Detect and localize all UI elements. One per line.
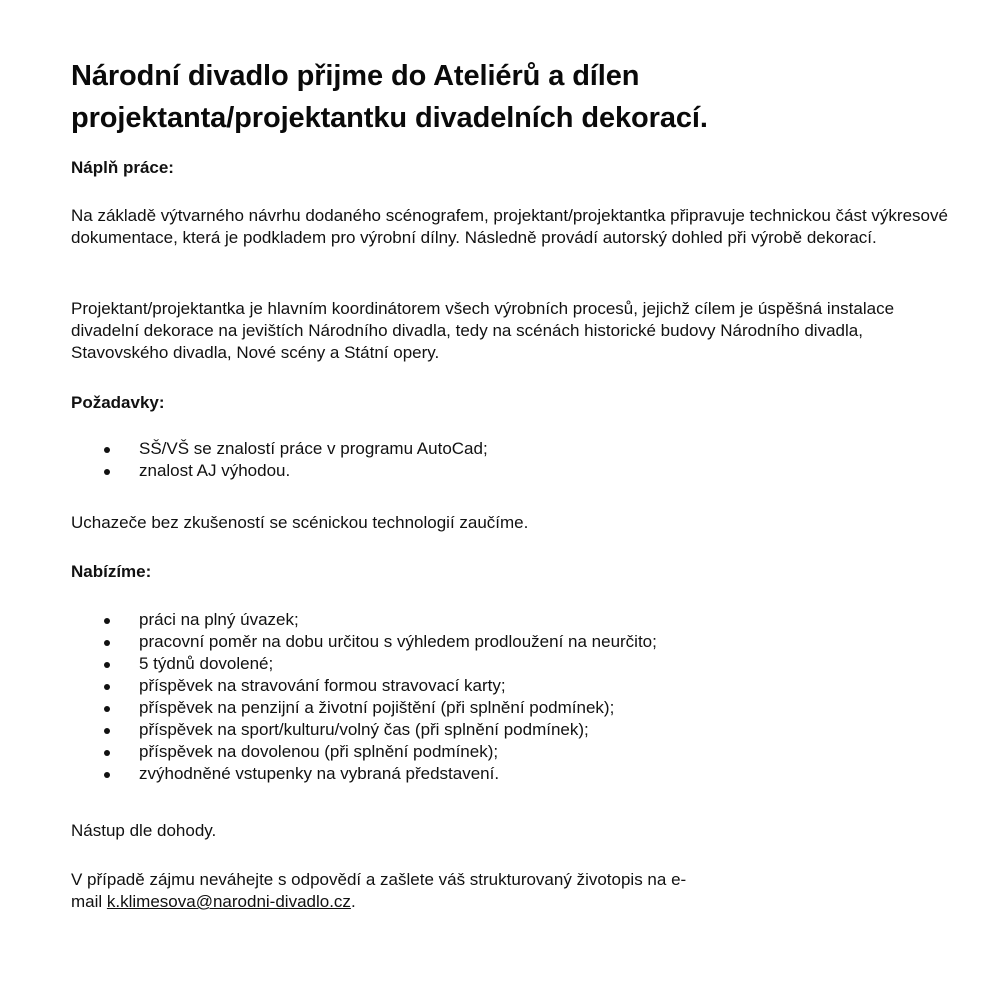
- list-item-text: příspěvek na sport/kulturu/volný čas (při splnění podmínek);: [139, 720, 589, 739]
- list-item: [71, 631, 657, 653]
- job-description-paragraph-1: Na základě výtvarného návrhu dodaného scénografem, projektant/projektantka připravuje technickou část výkresové dokumentace, která je podkladem pro výrobní dílny. Následně provádí autorský dohled při výrobě dekorací.: [71, 206, 948, 247]
- list-item-text: SŠ/VŠ se znalostí práce v programu AutoCad;: [139, 439, 488, 458]
- bullet-icon: [104, 469, 110, 475]
- section-heading-job-description: Náplň práce:: [71, 158, 174, 177]
- contact-paragraph: [71, 869, 951, 913]
- contact-line-2-suffix: .: [350, 892, 356, 911]
- section-heading-requirements: Požadavky:: [71, 393, 165, 412]
- list-item: [71, 460, 488, 482]
- contact-line-2-prefix: mail: [71, 892, 107, 911]
- list-item-text: práci na plný úvazek;: [139, 610, 299, 629]
- list-item: [71, 609, 657, 631]
- bullet-icon: [104, 728, 110, 734]
- requirements-list: [71, 438, 488, 482]
- bullet-icon: [104, 750, 110, 756]
- bullet-icon: [104, 706, 110, 712]
- list-item: [71, 719, 657, 741]
- list-item: [71, 741, 657, 763]
- list-item-text: pracovní poměr na dobu určitou s výhledem prodloužení na neurčito;: [139, 632, 657, 651]
- bullet-icon: [104, 640, 110, 646]
- requirements-note: Uchazeče bez zkušeností se scénickou technologií zaučíme.: [71, 513, 529, 532]
- list-item: [71, 438, 488, 460]
- bullet-icon: [104, 684, 110, 690]
- bullet-icon: [104, 447, 110, 453]
- list-item: [71, 675, 657, 697]
- list-item-text: zvýhodněné vstupenky na vybraná představení.: [139, 764, 500, 783]
- list-item: [71, 653, 657, 675]
- contact-line-1: V případě zájmu neváhejte s odpovědí a zašlete váš strukturovaný životopis na e-: [71, 870, 687, 889]
- bullet-icon: [104, 618, 110, 624]
- list-item-text: znalost AJ výhodou.: [139, 461, 291, 480]
- offer-list: [71, 609, 657, 785]
- list-item-text: příspěvek na stravování formou stravovací karty;: [139, 676, 506, 695]
- start-date-note: Nástup dle dohody.: [71, 821, 217, 840]
- list-item-text: 5 týdnů dovolené;: [139, 654, 274, 673]
- list-item: [71, 763, 657, 785]
- bullet-icon: [104, 662, 110, 668]
- page-title: Národní divadlo přijme do Ateliérů a dílen projektanta/projektantku divadelních dekorací.: [71, 60, 708, 134]
- section-heading-offer: Nabízíme:: [71, 562, 152, 581]
- job-description-paragraph-2: Projektant/projektantka je hlavním koordinátorem všech výrobních procesů, jejichž cílem je úspěšná instalace divadelní dekorace na jevištích Národního divadla, tedy na scénách historické budovy Národního divadla, Stavovského divadla, Nové scény a Státní opery.: [71, 299, 895, 362]
- bullet-icon: [104, 772, 110, 778]
- list-item: [71, 697, 657, 719]
- email-link[interactable]: k.klimesova@narodni-divadlo.cz: [106, 892, 351, 911]
- list-item-text: příspěvek na dovolenou (při splnění podmínek);: [139, 742, 499, 761]
- list-item-text: příspěvek na penzijní a životní pojištění (při splnění podmínek);: [139, 698, 615, 717]
